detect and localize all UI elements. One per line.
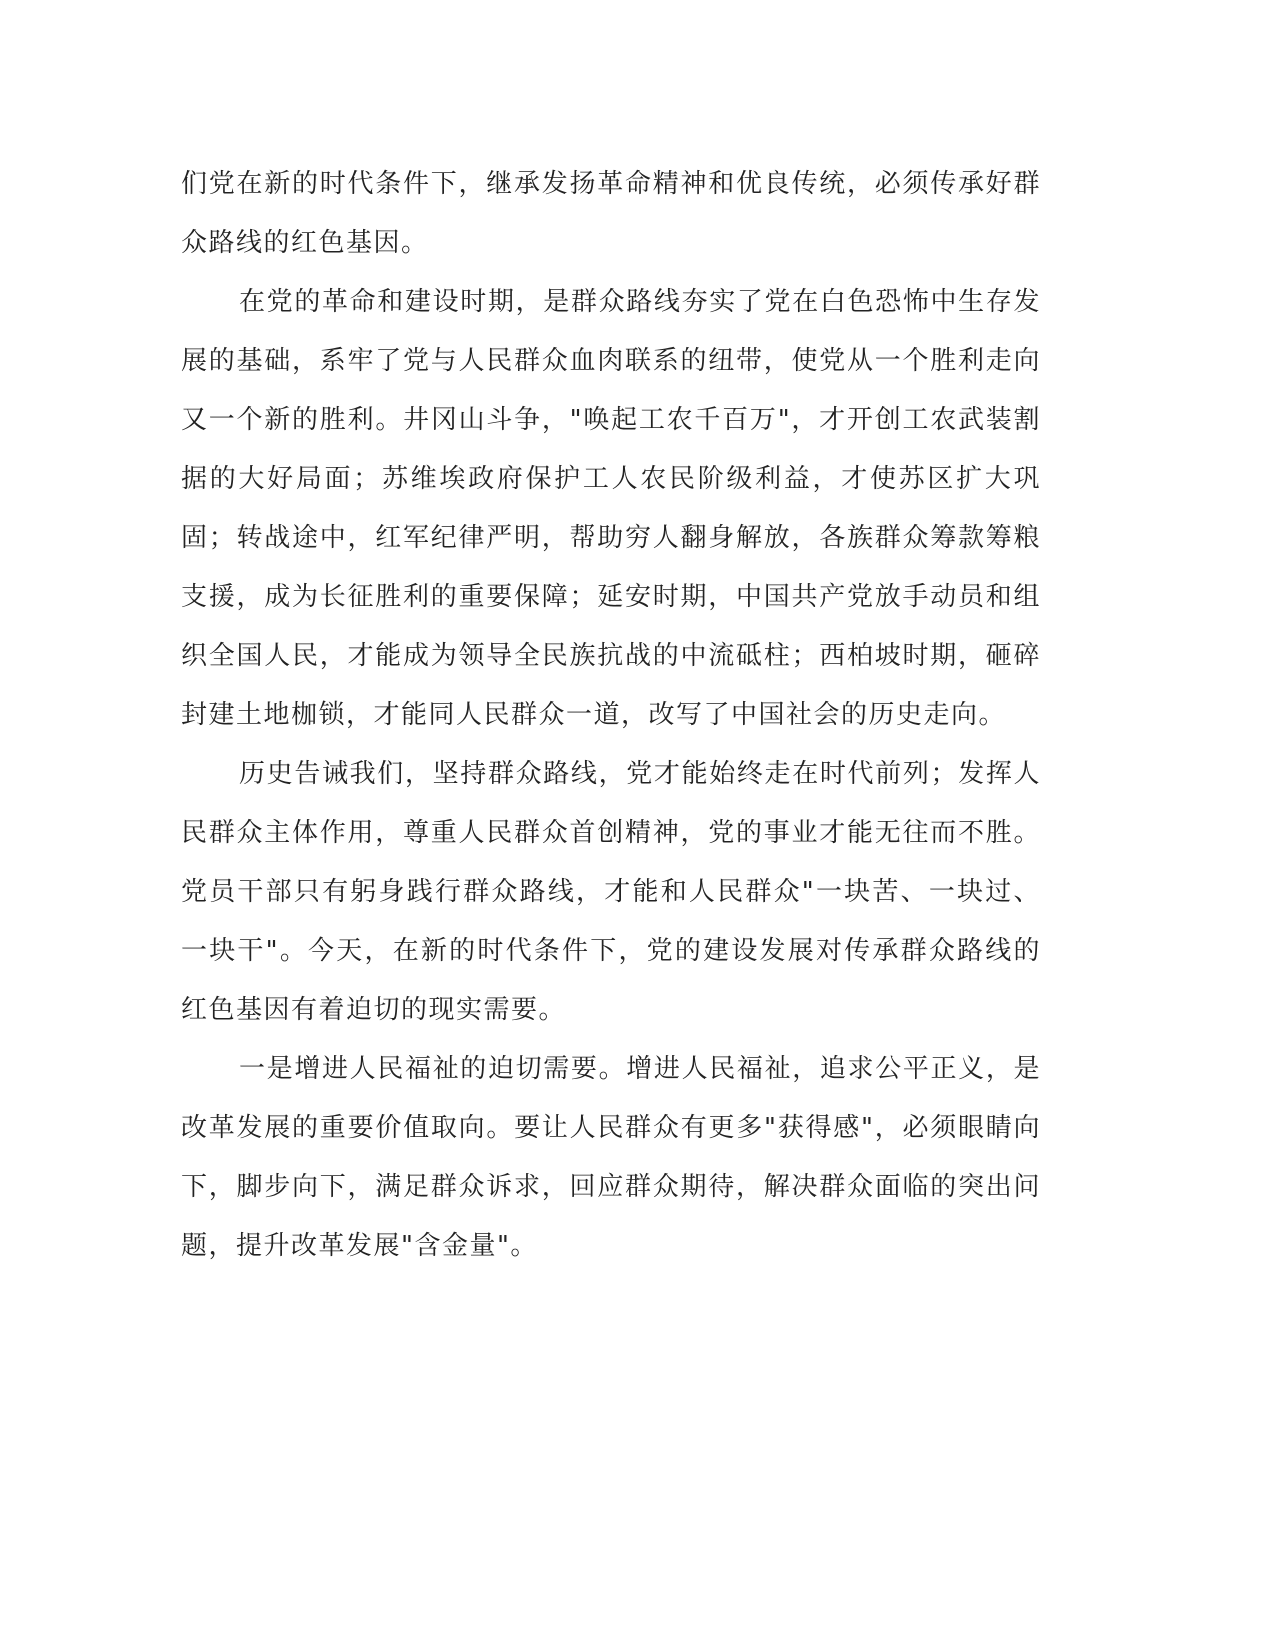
paragraph-history-lesson: 历史告诫我们，坚持群众路线，党才能始终走在时代前列；发挥人民群众主体作用，尊重人民群众首创精神，党的事业才能无往而不胜。党员干部只有躬身践行群众路线，才能和人民群众"一块苦、一块过、一块干"。今天，在新的时代条件下，党的建设发展对传承群众路线的红色基因有着迫切的现实需要。	[181, 759, 1041, 1025]
paragraph-continuation: 们党在新的时代条件下，继承发扬革命精神和优良传统，必须传承好群众路线的红色基因。	[181, 169, 1041, 258]
document-body	[181, 155, 1041, 1276]
paragraph-peoples-welfare: 一是增进人民福祉的迫切需要。增进人民福祉，追求公平正义，是改革发展的重要价值取向。要让人民群众有更多"获得感"，必须眼睛向下，脚步向下，满足群众诉求，回应群众期待，解决群众面临的突出问题，提升改革发展"含金量"。	[181, 1054, 1041, 1261]
paragraph-revolution-history: 在党的革命和建设时期，是群众路线夯实了党在白色恐怖中生存发展的基础，系牢了党与人民群众血肉联系的纽带，使党从一个胜利走向又一个新的胜利。井冈山斗争，"唤起工农千百万"，才开创工农武装割据的大好局面；苏维埃政府保护工人农民阶级利益，才使苏区扩大巩固；转战途中，红军纪律严明，帮助穷人翻身解放，各族群众筹款筹粮支援，成为长征胜利的重要保障；延安时期，中国共产党放手动员和组织全国人民，才能成为领导全民族抗战的中流砥柱；西柏坡时期，砸碎封建土地枷锁，才能同人民群众一道，改写了中国社会的历史走向。	[181, 287, 1041, 730]
